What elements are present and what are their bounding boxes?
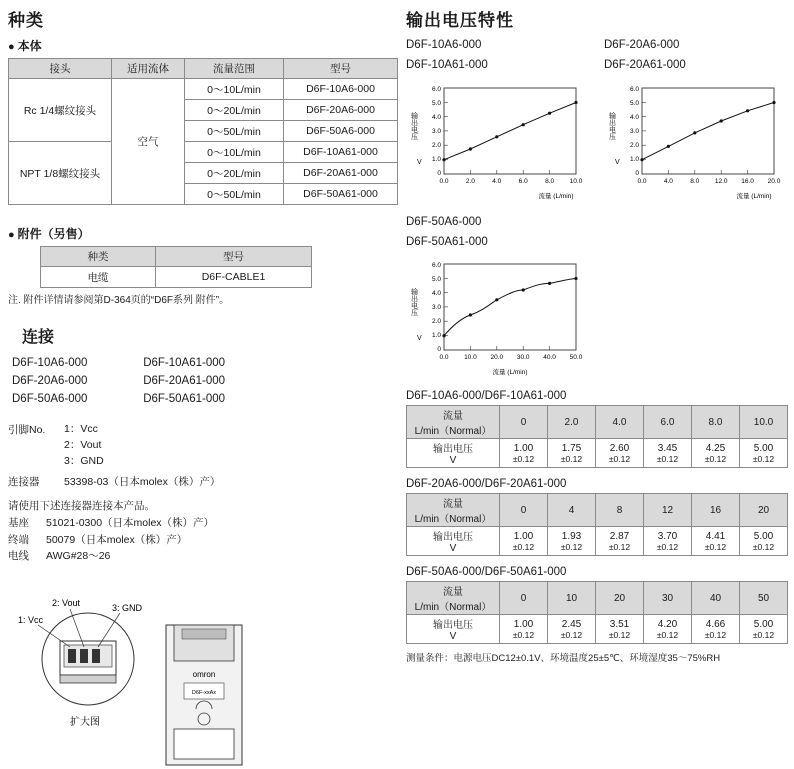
model-pair-row: [12, 355, 398, 373]
voltage-value: 5.00 ±0.12: [740, 615, 788, 644]
svg-text:8.0: 8.0: [545, 177, 555, 185]
svg-text:10.0: 10.0: [464, 354, 477, 361]
pin1-label: 1: Vcc: [18, 615, 44, 626]
voltage-value: 1.93 ±0.12: [548, 527, 596, 556]
y-axis-label: 输出电压: [608, 111, 616, 140]
svg-text:4.0: 4.0: [629, 113, 639, 121]
voltage-value: 1.00 ±0.12: [500, 439, 548, 468]
connector-rc14: Rc 1/4螺纹接头: [9, 79, 112, 142]
x-axis-label: 流量 (L/min): [736, 192, 772, 200]
data-table-10: [406, 405, 788, 468]
table-row: [407, 582, 788, 615]
flow-value: 20: [740, 494, 788, 527]
flow-value: 20: [596, 582, 644, 615]
chart-title-line1: D6F-20A6-000: [604, 39, 680, 51]
flow-value: 8: [596, 494, 644, 527]
voltage-row-label: 输出电压 V: [407, 615, 500, 644]
flow-value: 30: [644, 582, 692, 615]
usage-key: 电线: [8, 550, 29, 563]
body-heading: ● 本体: [8, 37, 398, 54]
voltage-value: 5.00 ±0.12: [740, 527, 788, 556]
svg-text:1.0: 1.0: [431, 332, 441, 339]
x-axis-label: 流量 (L/min): [492, 369, 528, 376]
voltage-value: 2.45 ±0.12: [548, 615, 596, 644]
svg-text:1.0: 1.0: [629, 155, 639, 163]
svg-text:40.0: 40.0: [543, 354, 556, 361]
svg-text:5.0: 5.0: [431, 276, 441, 283]
pin-item: 1：Vcc: [64, 423, 98, 436]
svg-text:4.0: 4.0: [663, 177, 673, 185]
svg-text:3.0: 3.0: [431, 304, 441, 311]
usage-key: 终端: [8, 533, 29, 546]
svg-text:0: 0: [635, 169, 639, 177]
table-row: [407, 494, 788, 527]
y-axis-unit: V: [615, 158, 620, 166]
col-kind: 种类: [41, 247, 156, 267]
svg-text:2.0: 2.0: [465, 177, 475, 185]
table-header-row: [41, 247, 312, 267]
svg-text:6.0: 6.0: [431, 85, 441, 93]
table-row: [407, 406, 788, 439]
usage-block: [8, 498, 398, 565]
y-axis-label: 输出电压: [410, 111, 418, 140]
range-cell: 0～10L/min: [185, 142, 284, 163]
flow-value: 0: [500, 406, 548, 439]
table-row: [407, 439, 788, 468]
flow-value: 8.0: [692, 406, 740, 439]
table-header-row: [9, 59, 398, 79]
svg-text:0: 0: [437, 346, 441, 353]
usage-row: [8, 532, 398, 549]
voltage-value: 3.70 ±0.12: [644, 527, 692, 556]
brand-label: omron: [192, 670, 216, 680]
voltage-value: 4.25 ±0.12: [692, 439, 740, 468]
svg-text:0: 0: [437, 169, 441, 177]
flow-value: 12: [644, 494, 692, 527]
svg-text:0.0: 0.0: [439, 354, 449, 361]
y-axis-label: 输出电压: [410, 288, 418, 316]
y-axis-unit: V: [417, 158, 422, 166]
flow-value: 10: [548, 582, 596, 615]
svg-text:4.0: 4.0: [431, 113, 441, 121]
flow-row-label: 流量 L/min（Normal）: [407, 582, 500, 615]
model-name: D6F-20A6-000: [12, 374, 88, 387]
voltage-row-label: 输出电压 V: [407, 439, 500, 468]
chart-title-line2: D6F-10A61-000: [406, 59, 488, 72]
fluid-air: 空气: [112, 79, 185, 205]
svg-text:5.0: 5.0: [629, 99, 639, 107]
chart-svg-10a6: [406, 78, 590, 204]
svg-text:2.0: 2.0: [629, 141, 639, 149]
chart-20a6: [604, 37, 788, 204]
connector-label: 连接器: [8, 475, 40, 488]
y-axis-unit: V: [417, 335, 422, 342]
body-model-table: [8, 58, 398, 205]
accessory-table: [40, 246, 312, 288]
voltage-value: 5.00 ±0.12: [740, 439, 788, 468]
model-cell: D6F-20A6-000: [284, 100, 398, 121]
svg-text:4.0: 4.0: [492, 177, 502, 185]
model-cell: D6F-10A6-000: [284, 79, 398, 100]
chart-title-line2: D6F-50A61-000: [406, 235, 488, 248]
usage-value: AWG#28～26: [46, 550, 111, 563]
svg-text:0.0: 0.0: [637, 177, 647, 185]
svg-text:16.0: 16.0: [741, 177, 754, 185]
pin-assignment-block: [8, 422, 398, 490]
table-row: [41, 267, 312, 288]
usage-row: [8, 515, 398, 532]
col-model: 型号: [156, 247, 312, 267]
model-name: D6F-50A61-000: [143, 392, 226, 405]
flow-value: 40: [692, 582, 740, 615]
svg-text:2.0: 2.0: [431, 318, 441, 325]
model-pair-row: [12, 391, 398, 409]
output-voltage-title: 输出电压特性: [406, 11, 514, 30]
svg-text:8.0: 8.0: [690, 177, 700, 185]
data-table-title-20: D6F-20A6-000/D6F-20A61-000: [406, 478, 567, 490]
svg-text:20.0: 20.0: [767, 177, 781, 185]
svg-text:3.0: 3.0: [629, 127, 639, 135]
pin3-label: 3: GND: [112, 603, 143, 614]
accessory-note: 注. 附件详情请参阅第D-364页的“D6F系列 附件”。: [8, 295, 230, 306]
flow-value: 50: [740, 582, 788, 615]
model-cell: D6F-10A61-000: [284, 142, 398, 163]
model-name: D6F-50A6-000: [12, 392, 88, 405]
model-pair-row: [12, 373, 398, 391]
pin-label: 引脚No.: [8, 424, 46, 437]
connector-row: [8, 474, 398, 490]
left-column: [8, 6, 398, 739]
product-drawing: [8, 579, 398, 739]
pin-list: [64, 422, 398, 469]
connector-npt18: NPT 1/8螺纹接头: [9, 142, 112, 205]
measurement-condition: 测量条件：电源电压DC12±0.1V、环境温度25±5℃、环境湿度35～75%RH: [406, 653, 721, 664]
model-name: D6F-10A6-000: [12, 357, 88, 369]
voltage-value: 2.60 ±0.12: [596, 439, 644, 468]
flow-value: 4.0: [596, 406, 644, 439]
svg-text:10.0: 10.0: [569, 177, 583, 185]
usage-value: 51021-0300（日本molex（株）产）: [46, 516, 215, 529]
table-row: [9, 79, 398, 100]
usage-value: 50079（日本molex（株）产）: [46, 533, 188, 546]
voltage-value: 1.00 ±0.12: [500, 615, 548, 644]
pin2-label: 2: Vout: [52, 598, 81, 609]
flow-row-label: 流量 L/min（Normal）: [407, 406, 500, 439]
flow-value: 2.0: [548, 406, 596, 439]
chart-svg-20a6: [604, 78, 788, 204]
voltage-row-label: 输出电压 V: [407, 527, 500, 556]
model-cell: D6F-50A6-000: [284, 121, 398, 142]
table-row: [9, 142, 398, 163]
chart-row-top: [406, 37, 788, 204]
data-table-50: [406, 581, 788, 644]
accessory-model: D6F-CABLE1: [156, 267, 312, 288]
range-cell: 0～10L/min: [185, 79, 284, 100]
col-model: 型号: [284, 59, 398, 79]
chart-10a6: [406, 37, 590, 204]
model-cell: D6F-20A61-000: [284, 163, 398, 184]
accessory-heading: ● 附件（另售）: [8, 225, 398, 242]
range-cell: 0～20L/min: [185, 163, 284, 184]
accessory-kind: 电缆: [41, 267, 156, 288]
right-column: [406, 6, 788, 664]
svg-text:6.0: 6.0: [431, 262, 441, 269]
voltage-value: 1.00 ±0.12: [500, 527, 548, 556]
voltage-value: 3.45 ±0.12: [644, 439, 692, 468]
usage-key: 基座: [8, 516, 29, 529]
chart-title-line1: D6F-50A6-000: [406, 215, 482, 228]
chart-title-line2: D6F-20A61-000: [604, 59, 686, 72]
connection-title: 连接: [22, 329, 55, 346]
svg-text:0.0: 0.0: [439, 177, 449, 185]
flow-value: 0: [500, 494, 548, 527]
svg-text:1.0: 1.0: [431, 155, 441, 163]
voltage-value: 4.41 ±0.12: [692, 527, 740, 556]
voltage-value: 1.75 ±0.12: [548, 439, 596, 468]
col-fluid: 适用流体: [112, 59, 185, 79]
svg-text:6.0: 6.0: [518, 177, 528, 185]
usage-row: [8, 548, 398, 565]
voltage-value: 2.87 ±0.12: [596, 527, 644, 556]
flow-value: 6.0: [644, 406, 692, 439]
svg-text:2.0: 2.0: [431, 141, 441, 149]
range-cell: 0～50L/min: [185, 184, 284, 205]
data-table-title-50: D6F-50A6-000/D6F-50A61-000: [406, 566, 567, 578]
flow-row-label: 流量 L/min（Normal）: [407, 494, 500, 527]
svg-text:30.0: 30.0: [516, 354, 530, 361]
usage-note: 请使用下述连接器连接本产品。: [8, 499, 155, 512]
model-name: D6F-20A61-000: [143, 374, 226, 387]
connector-value: 53398-03（日本molex（株）产）: [64, 475, 221, 488]
svg-text:5.0: 5.0: [431, 99, 441, 107]
flow-value: 10.0: [740, 406, 788, 439]
svg-text:6.0: 6.0: [629, 85, 639, 93]
voltage-value: 4.20 ±0.12: [644, 615, 692, 644]
range-cell: 0～50L/min: [185, 121, 284, 142]
page-title: 种类: [8, 11, 44, 30]
svg-text:D6F-xxAx: D6F-xxAx: [191, 690, 217, 697]
model-name: D6F-10A61-000: [143, 357, 226, 369]
x-axis-label: 流量 (L/min): [538, 192, 574, 200]
svg-text:4.0: 4.0: [431, 290, 441, 297]
data-table-title-10: D6F-10A6-000/D6F-10A61-000: [406, 390, 567, 402]
pin-item: 2：Vout: [64, 439, 102, 452]
chart-svg-50a6: [406, 254, 590, 380]
voltage-value: 4.66 ±0.12: [692, 615, 740, 644]
flow-value: 4: [548, 494, 596, 527]
range-cell: 0～20L/min: [185, 100, 284, 121]
drawing-caption: 扩大图: [70, 717, 100, 729]
pin-item: 3：GND: [64, 454, 104, 467]
model-cell: D6F-50A61-000: [284, 184, 398, 205]
col-connector: 接头: [9, 59, 112, 79]
pin-row: [8, 422, 398, 469]
table-row: [407, 615, 788, 644]
svg-text:12.0: 12.0: [714, 177, 728, 185]
voltage-value: 3.51 ±0.12: [596, 615, 644, 644]
chart-50a6: [406, 214, 788, 381]
chart-title-line1: D6F-10A6-000: [406, 39, 482, 51]
svg-text:20.0: 20.0: [490, 354, 504, 361]
data-table-20: [406, 493, 788, 556]
col-range: 流量范围: [185, 59, 284, 79]
flow-value: 16: [692, 494, 740, 527]
table-row: [407, 527, 788, 556]
svg-text:50.0: 50.0: [569, 354, 583, 361]
svg-text:3.0: 3.0: [431, 127, 441, 135]
connection-model-list: [12, 355, 398, 408]
drawing-svg: [8, 579, 338, 769]
flow-value: 0: [500, 582, 548, 615]
